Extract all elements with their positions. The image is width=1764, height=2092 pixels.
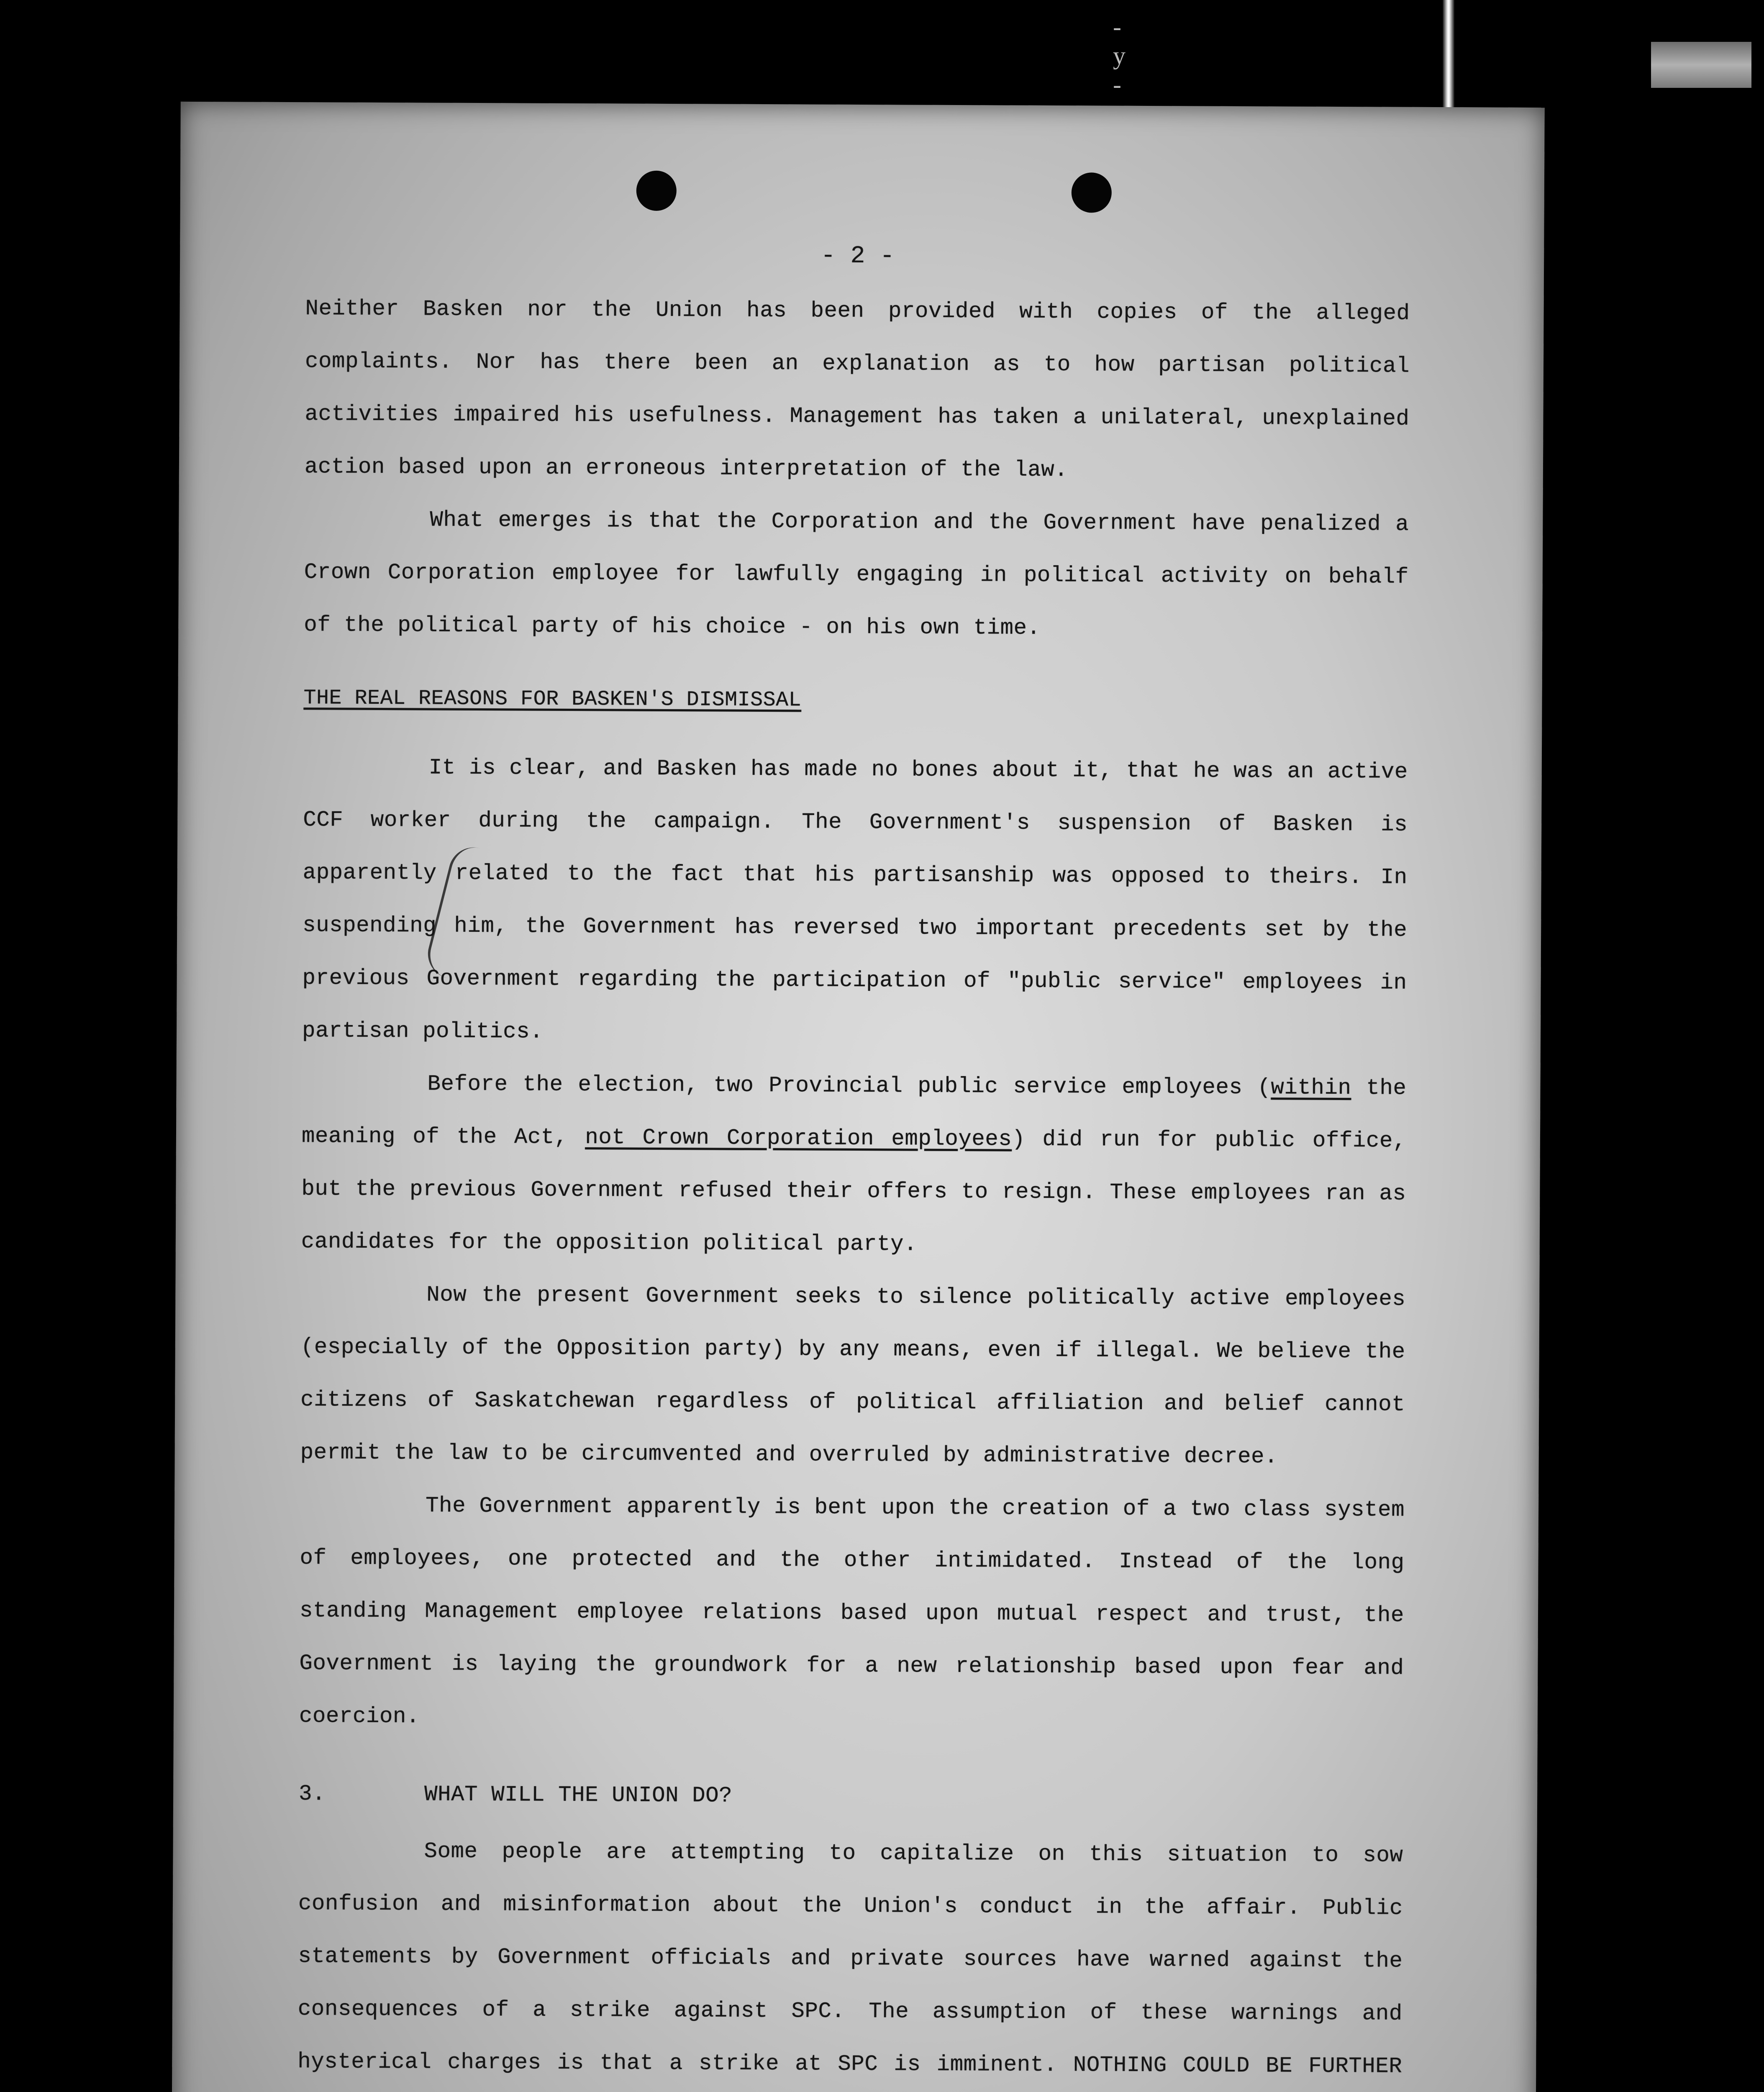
p4-not-crown-underlined: not Crown Corporation employees xyxy=(585,1125,1012,1152)
section-3-heading xyxy=(299,1767,1404,1825)
punch-hole-left xyxy=(636,171,677,211)
heading-real-reasons: THE REAL REASONS FOR BASKEN'S DISMISSAL xyxy=(303,686,802,713)
p4-text-a: Before the election, two Provincial public service employees ( xyxy=(427,1071,1271,1100)
paragraph-two-class-system: The Government apparently is bent upon the creation of a two class system of employees, one protected and the other intimidated. Instead of the long standing Management employee relations based upon mutual respect and trust, the Government is laying the groundwork for a new relationship based upon fear and coercion. xyxy=(299,1493,1405,1729)
section-3-number: 3. xyxy=(298,1781,326,1807)
film-top-mark: - y - xyxy=(1113,13,1126,98)
paragraph-it-is-clear: It is clear, and Basken has made no bones about it, that he was an active CCF worker during the campaign. The Government's suspension of Basken is apparently related to the fact that his partisanship was opposed to theirs. In suspending him, the Government has reversed two important precedents set by the previous Government regarding the participation of "public service" employees in partisan politics. xyxy=(302,755,1408,1044)
punch-hole-right xyxy=(1072,172,1112,213)
p4-text-b: the meaning of the Act, xyxy=(301,1075,1407,1150)
paragraph-complaints: Neither Basken nor the Union has been provided with copies of the alleged complaints. Nor has there been an explanation as to how partisan political activities impaired his usefulness. Management has taken a unilateral, unexplained action based upon an erroneous interpretation of the law. xyxy=(304,296,1410,483)
document-body xyxy=(297,228,1410,2092)
document-page xyxy=(171,102,1544,2092)
p7-caps-emphasis: NOTHING COULD BE FURTHER xyxy=(1073,2052,1402,2079)
p7-text-a: Some people are attempting to capitalize on this situation to sow confusion and misinformation about the Union's conduct in the affair. Public statements by Government officials and private sources have warned against the consequences of a strike against SPC. The assumption of these warnings and hysterical charges is that a strike at SPC is imminent. xyxy=(297,1838,1403,2078)
section-3-title: WHAT WILL THE UNION DO? xyxy=(424,1782,733,1808)
p4-text-c: ) did run for public office, but the previous Government refused their offers to resign. These employees ran as candidates for the opposition political party. xyxy=(301,1126,1407,1257)
p4-within-underlined: within xyxy=(1271,1075,1351,1101)
paragraph-before-election xyxy=(301,1057,1407,1273)
paragraph-some-people xyxy=(297,1824,1403,2092)
paragraph-what-emerges: What emerges is that the Corporation and the Government have penalized a Crown Corporation employee for lawfully engaging in political activity on behalf of the political party of his choice - on his own time. xyxy=(304,507,1409,641)
page-number: - 2 - xyxy=(820,242,895,270)
paragraph-now-the-present: Now the present Government seeks to silence politically active employees (especially of the Opposition party) by any means, even if illegal. We believe the citizens of Saskatchewan regardless of political affiliation and belief cannot permit the law to be circumvented and overruled by administrative decree. xyxy=(300,1282,1406,1469)
film-corner-mark xyxy=(1651,42,1751,88)
